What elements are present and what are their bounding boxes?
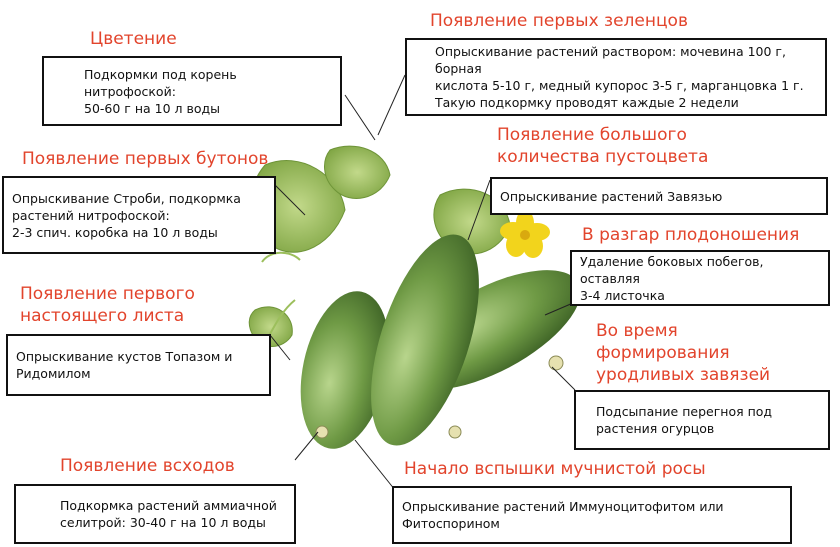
box-first-true-leaf-text: Опрыскивание кустов Топазом и Ридомилом <box>16 349 233 381</box>
heading-barren-flowers: Появление большого количества пустоцвета <box>497 125 709 167</box>
box-first-buds <box>2 176 276 254</box>
box-first-true-leaf <box>6 334 271 396</box>
box-first-greens <box>405 38 827 116</box>
box-deformed-ovaries-text: Подсыпание перегноя под растения огурцов <box>596 404 773 436</box>
box-seedlings <box>14 484 296 544</box>
heading-seedlings: Появление всходов <box>60 456 235 476</box>
box-powdery-mildew-text: Опрыскивание растений Иммуноцитофитом или Фитоспорином <box>402 499 724 531</box>
box-deformed-ovaries <box>574 390 830 450</box>
heading-first-buds: Появление первых бутонов <box>22 149 269 169</box>
heading-first-true-leaf: Появление первого настоящего листа <box>20 284 195 326</box>
box-first-buds-text: Опрыскивание Строби, подкормка растений нитрофоской: 2-3 спич. коробка на 10 л воды <box>12 190 241 240</box>
cucumber-end-3 <box>449 426 461 438</box>
box-barren-flowers <box>490 177 828 215</box>
heading-flowering: Цветение <box>90 29 177 49</box>
heading-deformed-ovaries: Во время формирования уродливых завязей <box>596 321 771 385</box>
box-powdery-mildew <box>392 486 792 544</box>
heading-first-greens: Появление первых зеленцов <box>430 11 688 31</box>
box-flowering-text: Подкормки под корень нитрофоской: 50-60 г на 10 л воды <box>84 66 237 116</box>
tendril-2 <box>262 253 300 262</box>
cucumber-end <box>549 356 563 370</box>
heading-peak-fruiting: В разгар плодоношения <box>582 225 800 245</box>
box-peak-fruiting <box>570 250 830 306</box>
heading-powdery-mildew: Начало вспышки мучнистой росы <box>404 459 706 479</box>
box-seedlings-text: Подкормка растений аммиачной селитрой: 30-40 г на 10 л воды <box>60 498 277 530</box>
box-flowering <box>42 56 342 126</box>
box-barren-flowers-text: Опрыскивание растений Завязью <box>500 188 723 204</box>
box-first-greens-text: Опрыскивание растений раствором: мочевина 100 г, борная кислота 5-10 г, медный купорос 3-5 г, марганцовка 1 г. Такую подкормку проводят каждые 2 недели <box>435 44 804 110</box>
box-peak-fruiting-text: Удаление боковых побегов, оставляя 3-4 листочка <box>580 253 764 303</box>
